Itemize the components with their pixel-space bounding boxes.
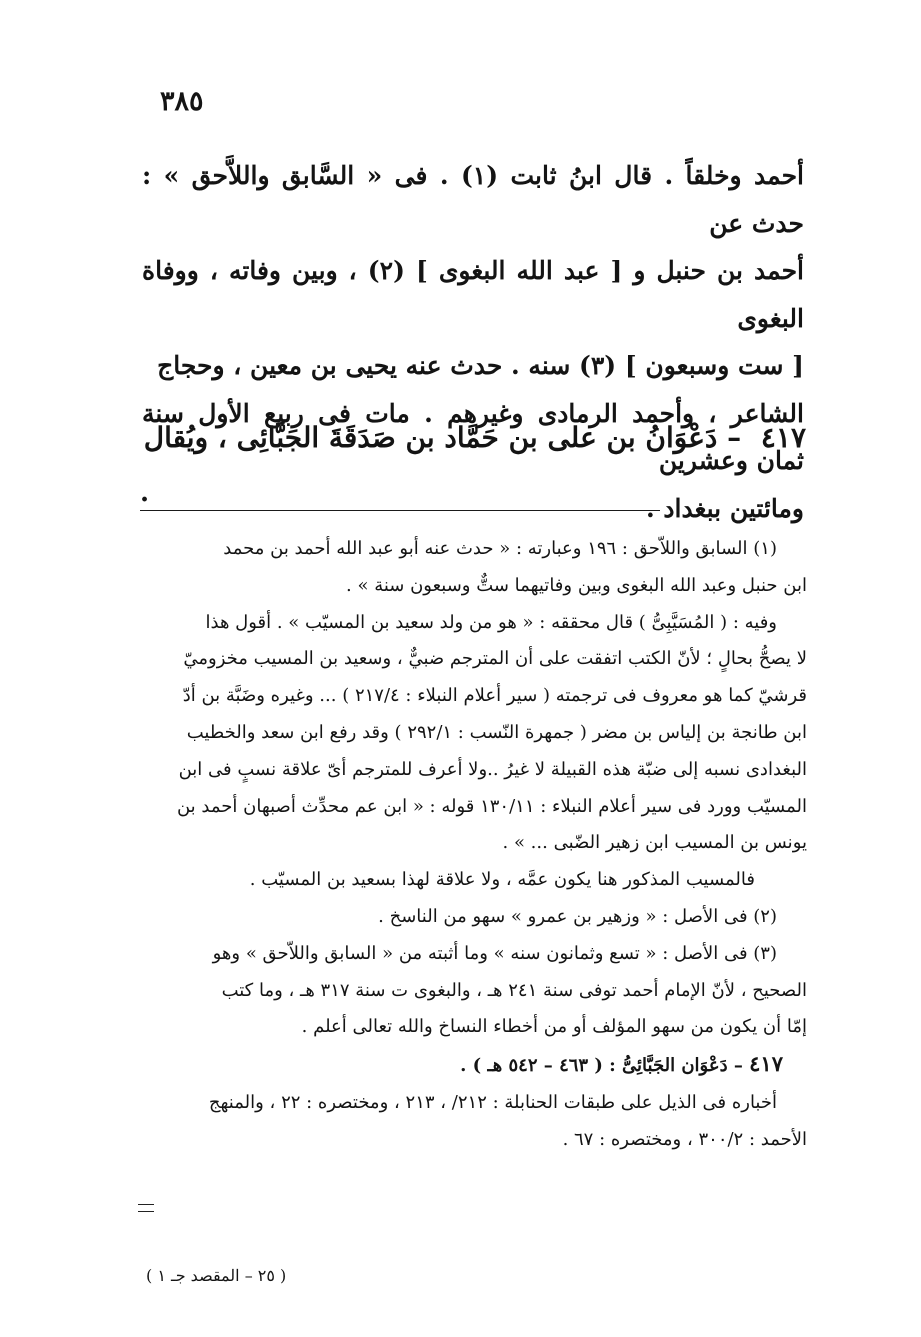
- footnote-entry-heading: [138, 1046, 807, 1085]
- footnote-line: (٢) فى الأصل : « وزهير بن عمرو » سهو من الناسخ .: [378, 905, 777, 927]
- signature-footer: ( ٢٥ – المقصد جـ ١ ): [146, 1266, 287, 1285]
- footnote-line: فالمسيب المذكور هنا يكون عمَّه ، ولا علاقة لهذا بسعيد بن المسيّب .: [249, 869, 755, 891]
- main-line: الشاعر ، وأحمد الرمادى وغيرهم . مات فى ربيع الأول سنة ثمان وعشرين: [142, 398, 804, 475]
- footnote-line: إمّا أن يكون من سهو المؤلف أو من أخطاء النساخ والله تعالى أعلم .: [301, 1016, 807, 1038]
- footnote-line: المسيّب وورد فى سير أعلام النبلاء : ١٣٠/١١ قوله : « ابن عم محدِّث أصبهان أحمد بن: [176, 795, 807, 817]
- footnote-line: قرشيّ كما هو معروف فى ترجمته ( سير أعلام النبلاء : ٢١٧/٤ ) ... وغيره وضَبَّة بن أدّ: [182, 685, 807, 707]
- footnote-line: البغدادى نسبه إلى ضبّة هذه القبيلة لا غيرُ ..ولا أعرف للمترجم أىّ علاقة نسبٍ فى ابن: [178, 758, 807, 780]
- main-text: [142, 152, 804, 532]
- entry-heading: [138, 414, 806, 462]
- footnote-line: ابن طانجة بن إلياس بن مضر ( جمهرة النّسب : ٢٩٢/١ ) وقد رفع ابن سعد والخطيب: [186, 721, 807, 743]
- entry-number: ٤١٧: [760, 421, 806, 454]
- main-line: أحمد وخلقاً . قال ابنُ ثابت (١) . فى « السَّابق واللاَّحق » : حدث عن: [142, 161, 804, 238]
- footnotes: [138, 531, 807, 1159]
- footnote-line: ابن حنبل وعبد الله البغوى وبين وفاتيهما ستٌّ وسبعون سنة » .: [346, 574, 807, 596]
- entry-title: دَعْوَانُ بن على بن حَمَّاد بن صَدَقَةَ الجَبَّائِى ، ويُقال: [143, 421, 718, 454]
- main-line: [ ست وسبعون ] (٣) سنه . حدث عنه يحيى بن معين ، وحجاج: [157, 351, 804, 380]
- footnote-line: وفيه : ( المُسَيَّبِىُّ ) قال محققه : « هو من ولد سعيد بن المسيّب » . أقول هذا: [205, 611, 777, 633]
- footnote-separator: [140, 510, 660, 511]
- entry-dash: –: [727, 421, 742, 454]
- continuation-mark: [138, 1204, 154, 1212]
- footnote-line: (١) السابق واللاّحق : ١٩٦ وعبارته : « حدث عنه أبو عبد الله أحمد بن محمد: [223, 538, 777, 559]
- footnote-line: (٣) فى الأصل : « تسع وثمانون سنه » وما أثبته من « السابق واللاّحق » وهو: [212, 942, 777, 964]
- main-line: ومائتين ببغداد .: [645, 493, 804, 523]
- footnote-line: أخباره فى الذيل على طبقات الحنابلة : ٢١٢/ ، ٢١٣ ، ومختصره : ٢٢ ، والمنهج: [208, 1091, 777, 1113]
- footnote-line: لا يصحُّ بحالٍ ؛ لأنّ الكتب اتفقت على أن المترجم ضبيٌّ ، وسعيد بن المسيب مخزوميّ: [183, 648, 807, 670]
- footnote-entry-title: – دَعْوَان الجَبَّائِىُّ : ( ٤٦٣ – ٥٤٢ هـ ) .: [460, 1055, 750, 1077]
- page-number: ٣٨٥: [160, 86, 204, 117]
- main-line: أحمد بن حنبل و [ عبد الله البغوى ] (٢) ، وبين وفاته ، ووفاة البغوى: [142, 256, 804, 333]
- footnote-entry-number: ٤١٧: [749, 1051, 783, 1077]
- footnote-line: الصحيح ، لأنّ الإمام أحمد توفى سنة ٢٤١ هـ ، والبغوى ت سنة ٣١٧ هـ ، وما كتب: [221, 979, 807, 1001]
- footnote-line: يونس بن المسيب ابن زهير الضّبى ... » .: [502, 832, 807, 854]
- footnote-line: الأحمد : ٣٠٠/٢ ، ومختصره : ٦٧ .: [562, 1128, 807, 1150]
- entry-continuation: .: [140, 478, 150, 508]
